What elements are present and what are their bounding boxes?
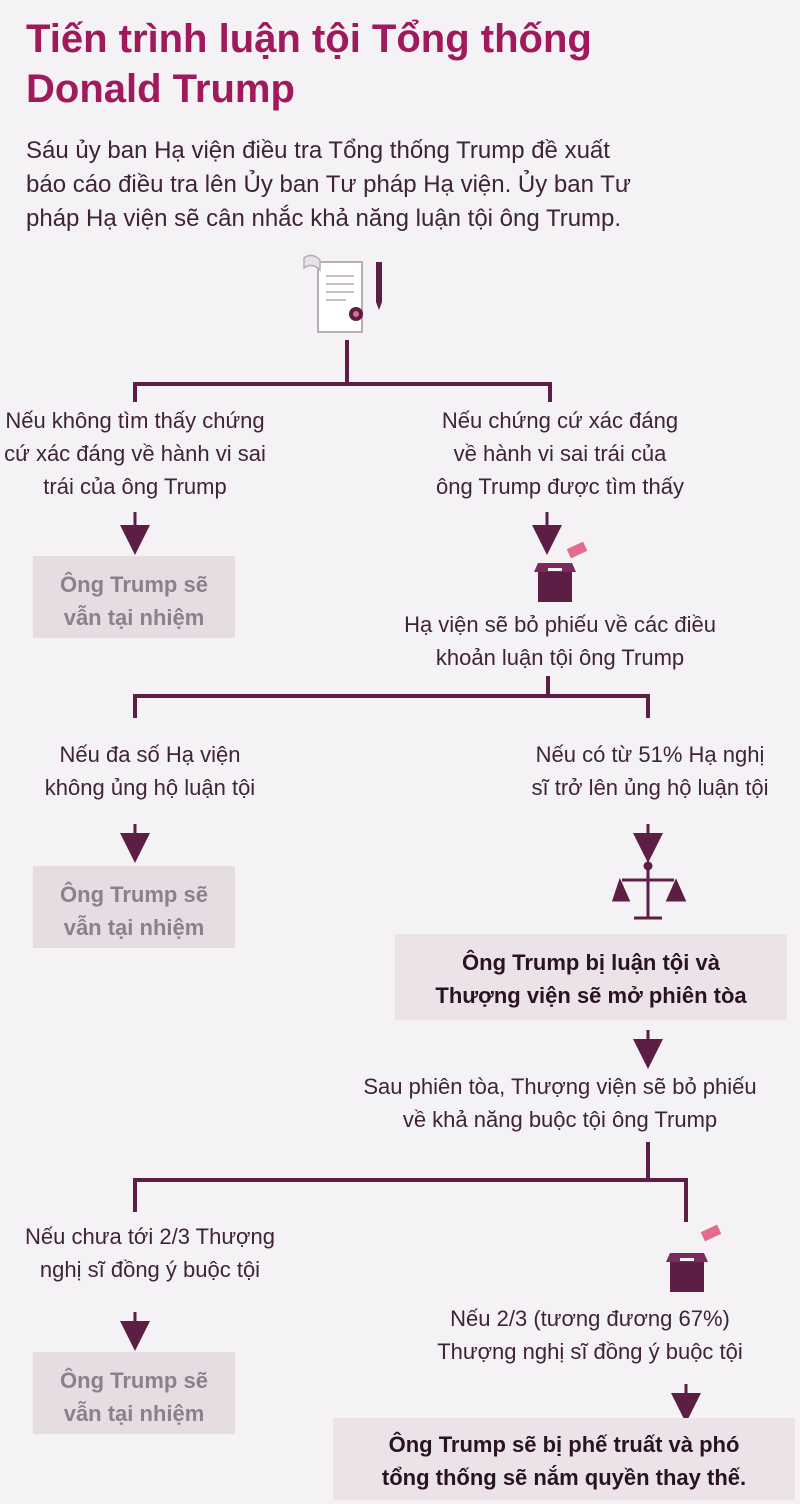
text-line: Nếu không tìm thấy chứng bbox=[5, 408, 265, 433]
text-line: Sau phiên tòa, Thượng viện sẽ bỏ phiếu bbox=[363, 1074, 757, 1099]
text-line: vẫn tại nhiệm bbox=[63, 915, 205, 940]
ballot-box-icon bbox=[534, 542, 587, 602]
text-line: khoản luận tội ông Trump bbox=[435, 645, 685, 670]
text-line: Ông Trump bị luận tội và bbox=[462, 950, 720, 975]
branch-evidence-found bbox=[410, 404, 710, 503]
text-line: sĩ trở lên ủng hộ luận tội bbox=[531, 775, 769, 800]
document-icon bbox=[304, 255, 382, 332]
text-line: không ủng hộ luận tội bbox=[44, 775, 256, 800]
text-line: về hành vi sai trái của bbox=[453, 441, 667, 466]
outcome-remain-in-office bbox=[33, 866, 235, 948]
text-line: Thượng nghị sĩ đồng ý buộc tội bbox=[437, 1339, 743, 1364]
branch-two-thirds bbox=[400, 1302, 780, 1368]
house-vote-text bbox=[360, 608, 760, 674]
intro-line: Sáu ủy ban Hạ viện điều tra Tổng thống Trump đề xuất bbox=[26, 137, 610, 164]
text-line: Ông Trump sẽ bbox=[60, 1368, 208, 1393]
text-line: Ông Trump sẽ bbox=[60, 572, 208, 597]
branch-under-two-thirds bbox=[0, 1220, 300, 1286]
outcome-remain-in-office bbox=[33, 1352, 235, 1434]
outcome-removed-from-office bbox=[333, 1418, 795, 1500]
text-line: vẫn tại nhiệm bbox=[63, 1401, 205, 1426]
text-line: vẫn tại nhiệm bbox=[63, 605, 205, 630]
text-line: tổng thống sẽ nắm quyền thay thế. bbox=[381, 1465, 747, 1490]
text-line: Ông Trump sẽ bbox=[60, 882, 208, 907]
text-line: trái của ông Trump bbox=[43, 474, 227, 499]
text-line: Hạ viện sẽ bỏ phiếu về các điều bbox=[404, 612, 716, 637]
scales-icon bbox=[614, 863, 684, 918]
text-line: Nếu đa số Hạ viện bbox=[59, 742, 241, 767]
text-line: Nếu chưa tới 2/3 Thượng bbox=[25, 1224, 275, 1249]
outcome-impeached-trial bbox=[395, 934, 787, 1020]
title-line-2: Donald Trump bbox=[26, 67, 295, 111]
text-line: nghị sĩ đồng ý buộc tội bbox=[39, 1257, 261, 1282]
text-line: ông Trump được tìm thấy bbox=[435, 474, 685, 499]
text-line: cứ xác đáng về hành vi sai bbox=[4, 441, 266, 466]
text-line: Nếu có từ 51% Hạ nghị bbox=[535, 742, 765, 767]
intro-line: pháp Hạ viện sẽ cân nhắc khả năng luận tội ông Trump. bbox=[26, 205, 622, 232]
senate-vote-text bbox=[320, 1070, 800, 1136]
text-line: Nếu 2/3 (tương đương 67%) bbox=[450, 1306, 730, 1331]
intro-line: báo cáo điều tra lên Ủy ban Tư pháp Hạ viện. Ủy ban Tư bbox=[26, 171, 631, 198]
text-line: Ông Trump sẽ bị phế truất và phó bbox=[388, 1432, 740, 1457]
branch-no-evidence bbox=[0, 404, 270, 503]
title-line-1: Tiến trình luận tội Tổng thống bbox=[26, 17, 592, 61]
branch-majority-against bbox=[0, 738, 300, 804]
text-line: Nếu chứng cứ xác đáng bbox=[441, 408, 679, 433]
text-line: Thượng viện sẽ mở phiên tòa bbox=[435, 983, 747, 1008]
text-line: về khả năng buộc tội ông Trump bbox=[402, 1107, 718, 1132]
ballot-box-icon bbox=[666, 1225, 721, 1292]
branch-majority-support bbox=[500, 738, 800, 804]
outcome-remain-in-office bbox=[33, 556, 235, 638]
